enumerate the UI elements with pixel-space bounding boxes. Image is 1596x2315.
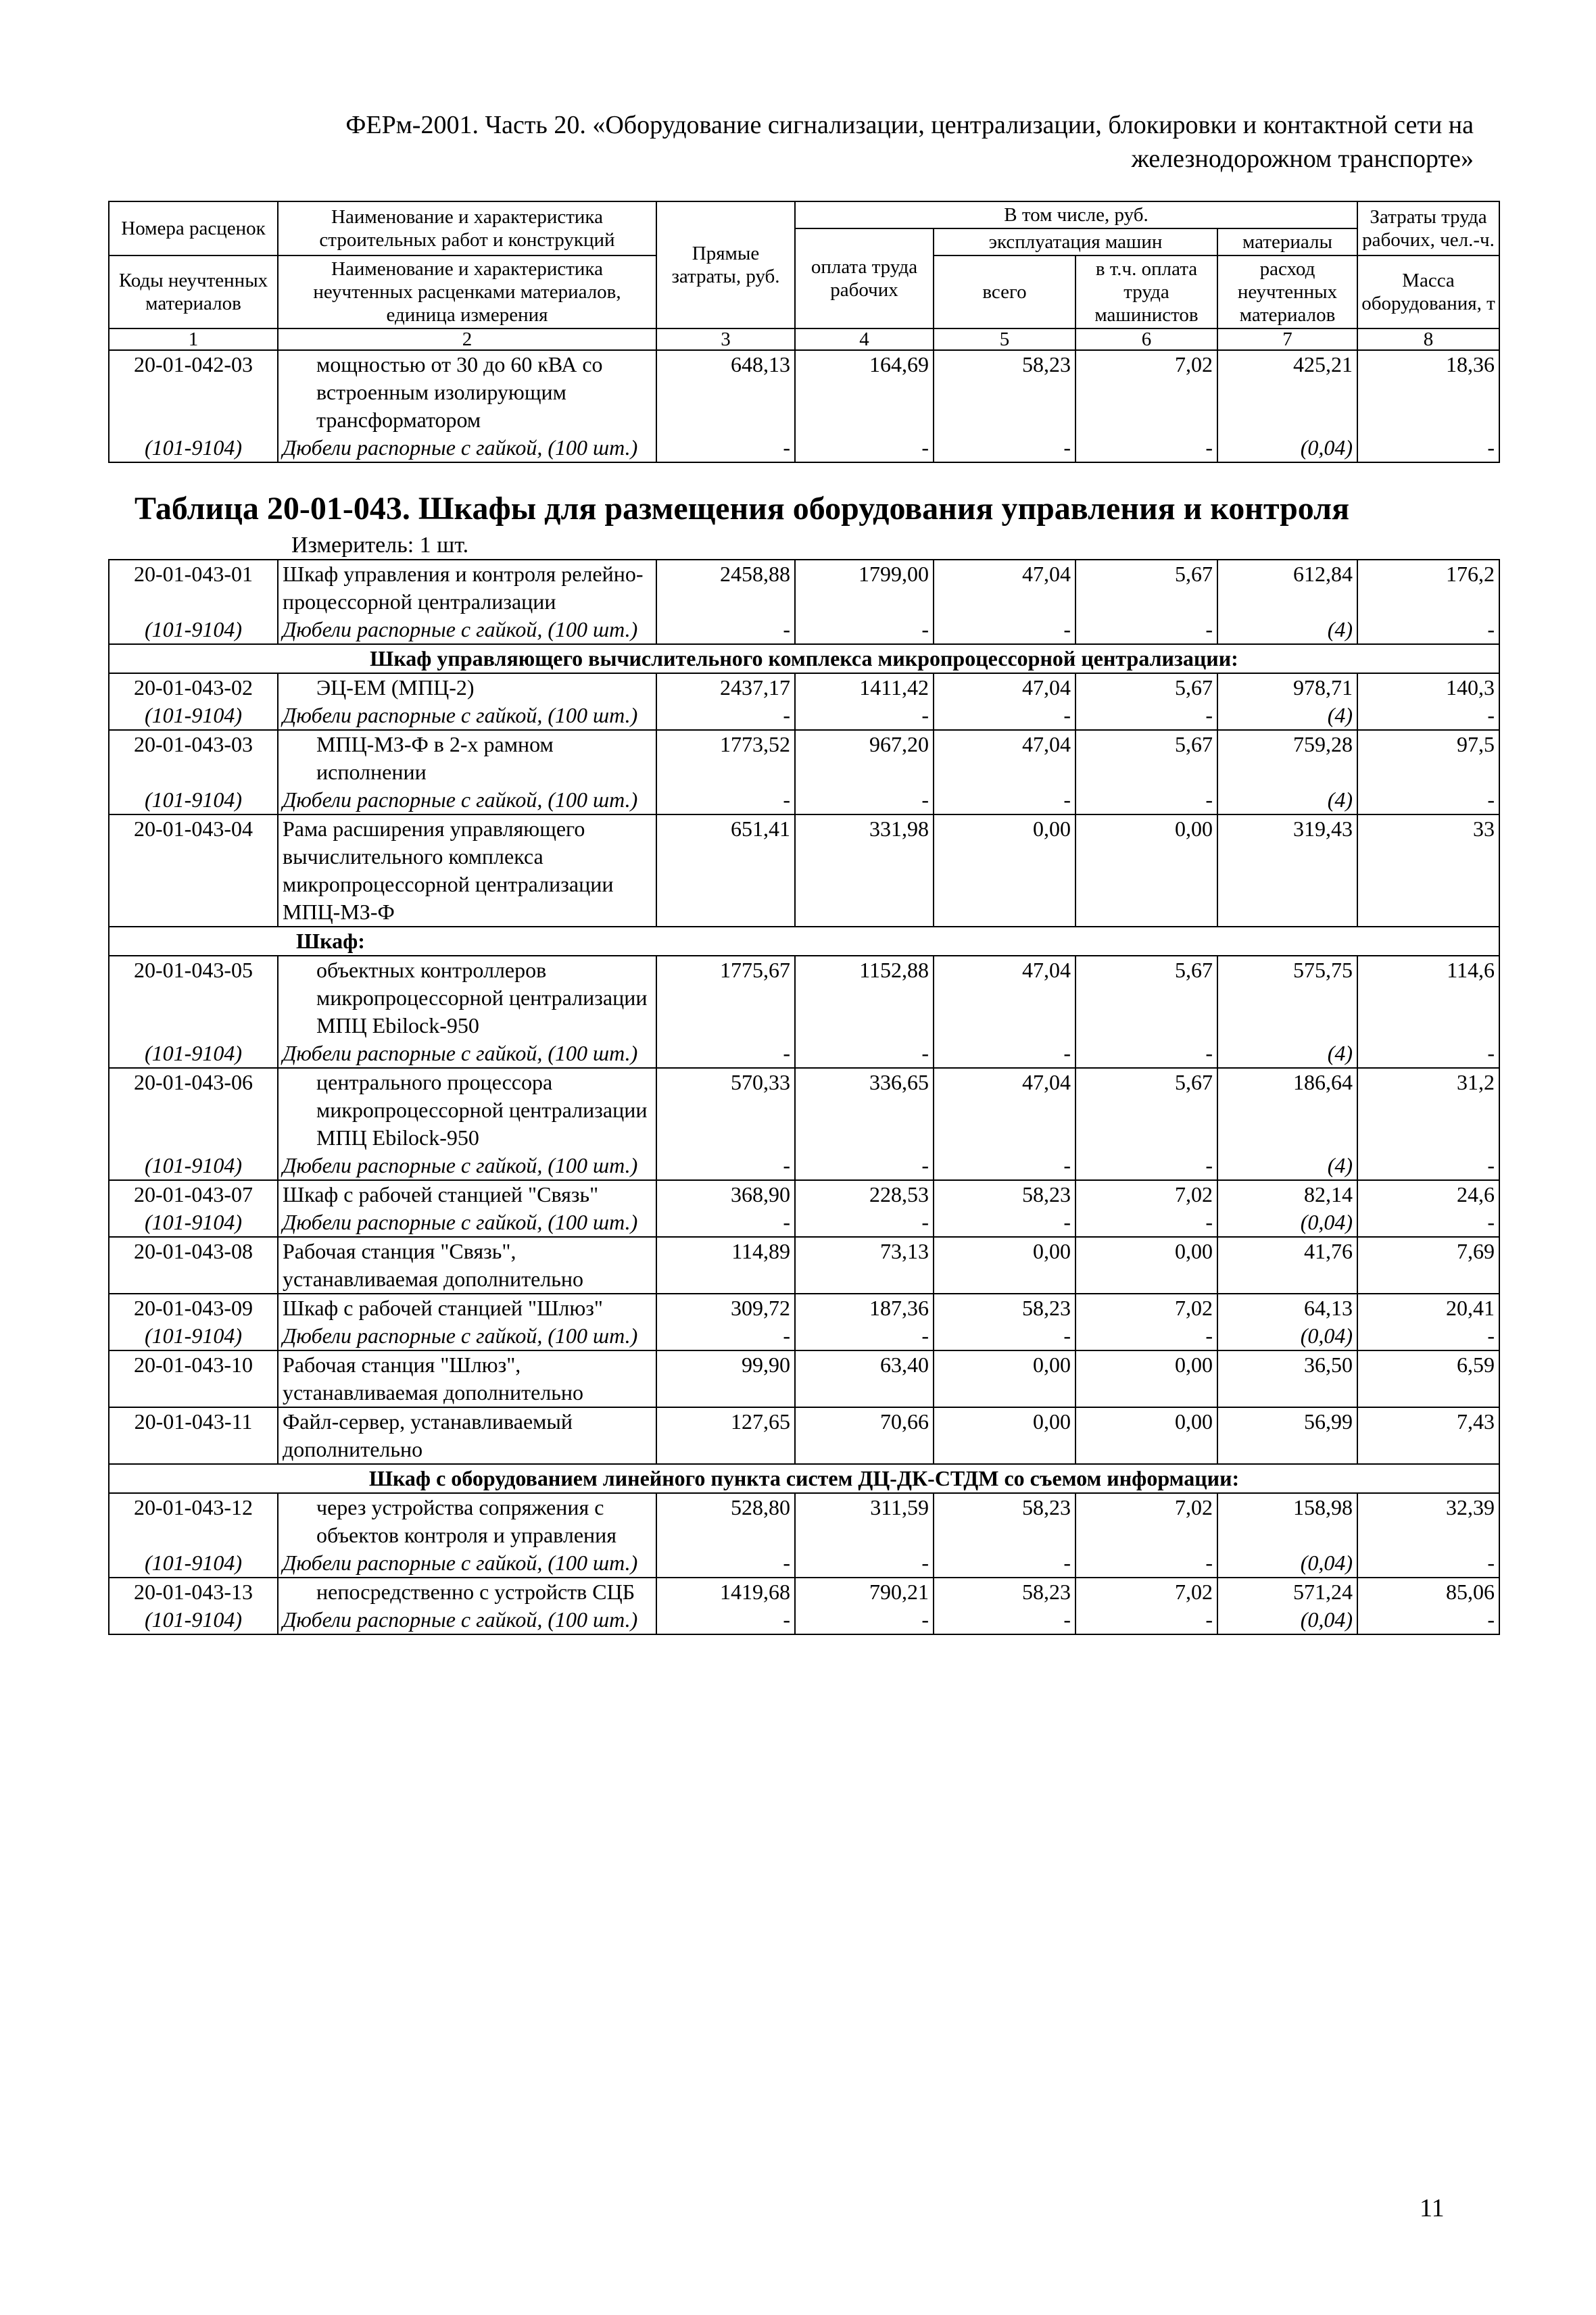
- rate-name: Рабочая станция "Связь", устанавливаемая дополнительно: [278, 1237, 656, 1294]
- material-qty: (4): [1217, 1152, 1357, 1180]
- col-number: 6: [1075, 328, 1217, 350]
- material-qty: (0,04): [1217, 434, 1357, 462]
- rate-name: МПЦ-МЗ-Ф в 2-х рамном исполнении: [278, 730, 656, 786]
- worker-pay: 73,13: [795, 1237, 934, 1294]
- dash: -: [934, 616, 1075, 644]
- dash: -: [934, 1152, 1075, 1180]
- rate-name: через устройства сопряжения с объектов контроля и управления: [278, 1493, 656, 1549]
- materials: 64,13: [1217, 1294, 1357, 1322]
- machinist-pay: 5,67: [1075, 956, 1217, 1040]
- dash: -: [1357, 1040, 1499, 1068]
- dash: -: [656, 434, 795, 462]
- material-qty: (4): [1217, 1040, 1357, 1068]
- machines-total: 58,23: [934, 350, 1075, 434]
- dash: -: [1075, 1322, 1217, 1350]
- dash: -: [795, 1209, 934, 1237]
- material-name: Дюбели распорные с гайкой, (100 шт.): [278, 1152, 656, 1180]
- material-qty: (4): [1217, 786, 1357, 814]
- direct-costs: 570,33: [656, 1068, 795, 1152]
- material-row: [109, 1040, 1499, 1068]
- machines-total: 58,23: [934, 1578, 1075, 1606]
- material-code: (101-9104): [109, 1606, 278, 1634]
- worker-pay: 790,21: [795, 1578, 934, 1606]
- table-row: [109, 1180, 1499, 1209]
- direct-costs: 1775,67: [656, 956, 795, 1040]
- col-direct-costs-header: Прямые затраты, руб.: [656, 201, 795, 328]
- section-heading: Шкаф управляющего вычислительного комплекса микропроцессорной централизации:: [109, 644, 1499, 673]
- labor: 7,69: [1357, 1237, 1499, 1294]
- dash: -: [1075, 1549, 1217, 1578]
- col-number: 2: [278, 328, 656, 350]
- labor: 7,43: [1357, 1407, 1499, 1464]
- header-row-1: [109, 201, 1499, 228]
- material-name: Дюбели распорные с гайкой, (100 шт.): [278, 1549, 656, 1578]
- machinist-pay: 0,00: [1075, 814, 1217, 927]
- machines-total: 58,23: [934, 1294, 1075, 1322]
- dash: -: [656, 1040, 795, 1068]
- machines-total: 0,00: [934, 1407, 1075, 1464]
- header-line-1: ФЕРм-2001. Часть 20. «Оборудование сигнализации, централизации, блокировки и контактной сети на: [345, 111, 1474, 139]
- materials: 612,84: [1217, 560, 1357, 616]
- table-row: [109, 814, 1499, 927]
- dash: -: [795, 1322, 934, 1350]
- col-material-usage-header: расход неучтенных материалов: [1217, 255, 1357, 328]
- col-including-header: В том числе, руб.: [795, 201, 1357, 228]
- machinist-pay: 5,67: [1075, 730, 1217, 786]
- material-name: Дюбели распорные с гайкой, (100 шт.): [278, 1606, 656, 1634]
- col-machines-header: эксплуатация машин: [934, 228, 1217, 255]
- machinist-pay: 0,00: [1075, 1350, 1217, 1407]
- dash: -: [656, 1152, 795, 1180]
- rate-code: 20-01-043-13: [109, 1578, 278, 1606]
- rate-code: 20-01-043-03: [109, 730, 278, 786]
- material-name: Дюбели распорные с гайкой, (100 шт.): [278, 786, 656, 814]
- direct-costs: 99,90: [656, 1350, 795, 1407]
- labor: 85,06: [1357, 1578, 1499, 1606]
- rate-name: мощностью от 30 до 60 кВА со встроенным изолирующим трансформатором: [278, 350, 656, 434]
- labor: 176,2: [1357, 560, 1499, 616]
- machinist-pay: 0,00: [1075, 1407, 1217, 1464]
- materials: 978,71: [1217, 673, 1357, 702]
- col-material-codes-header: Коды неучтенных материалов: [109, 255, 278, 328]
- col-number: 3: [656, 328, 795, 350]
- rates-table: [108, 201, 1500, 1635]
- dash: -: [656, 1209, 795, 1237]
- materials: 425,21: [1217, 350, 1357, 434]
- col-worker-pay-header: оплата труда рабочих: [795, 228, 934, 328]
- labor: 140,3: [1357, 673, 1499, 702]
- col-machines-total-header: всего: [934, 255, 1075, 328]
- machines-total: 47,04: [934, 1068, 1075, 1152]
- machines-total: 47,04: [934, 730, 1075, 786]
- col-machinist-pay-header: в т.ч. оплата труда машинистов: [1075, 255, 1217, 328]
- dash: -: [1075, 1040, 1217, 1068]
- page-number: 11: [1420, 2194, 1445, 2222]
- rate-name: Шкаф с рабочей станцией "Шлюз": [278, 1294, 656, 1322]
- material-row: [109, 616, 1499, 644]
- dash: -: [1357, 1209, 1499, 1237]
- materials: 56,99: [1217, 1407, 1357, 1464]
- rate-code: 20-01-043-07: [109, 1180, 278, 1209]
- material-qty: (4): [1217, 616, 1357, 644]
- material-code: (101-9104): [109, 702, 278, 730]
- dash: -: [1357, 616, 1499, 644]
- col-material-name-header: Наименование и характеристика неучтенных расценками материалов, единица измерения: [278, 255, 656, 328]
- table-row: [109, 560, 1499, 616]
- dash: -: [795, 1152, 934, 1180]
- col-labor-header: Затраты труда рабочих, чел.-ч.: [1357, 201, 1499, 255]
- dash: -: [1357, 786, 1499, 814]
- direct-costs: 2458,88: [656, 560, 795, 616]
- machinist-pay: 5,67: [1075, 560, 1217, 616]
- machines-total: 58,23: [934, 1180, 1075, 1209]
- machinist-pay: 7,02: [1075, 350, 1217, 434]
- materials: 158,98: [1217, 1493, 1357, 1549]
- rate-name: Рабочая станция "Шлюз", устанавливаемая дополнительно: [278, 1350, 656, 1407]
- material-row: [109, 1322, 1499, 1350]
- dash: -: [656, 702, 795, 730]
- material-code: (101-9104): [109, 1040, 278, 1068]
- section-row: [109, 644, 1499, 673]
- table-row: [109, 1068, 1499, 1152]
- worker-pay: 331,98: [795, 814, 934, 927]
- col-number: 8: [1357, 328, 1499, 350]
- dash: -: [934, 786, 1075, 814]
- worker-pay: 967,20: [795, 730, 934, 786]
- col-work-name-header: Наименование и характеристика строительных работ и конструкций: [278, 201, 656, 255]
- labor: 31,2: [1357, 1068, 1499, 1152]
- direct-costs: 114,89: [656, 1237, 795, 1294]
- dash: -: [934, 1209, 1075, 1237]
- dash: -: [656, 616, 795, 644]
- materials: 36,50: [1217, 1350, 1357, 1407]
- worker-pay: 228,53: [795, 1180, 934, 1209]
- material-row: [109, 1209, 1499, 1237]
- rate-name: Файл-сервер, устанавливаемый дополнительно: [278, 1407, 656, 1464]
- machinist-pay: 0,00: [1075, 1237, 1217, 1294]
- table-title: Таблица 20-01-043. Шкафы для размещения оборудования управления и контроля: [135, 491, 1350, 527]
- table-row: [109, 1294, 1499, 1322]
- rate-code: 20-01-043-01: [109, 560, 278, 616]
- materials: 319,43: [1217, 814, 1357, 927]
- table-row: [109, 1578, 1499, 1606]
- worker-pay: 311,59: [795, 1493, 934, 1549]
- table-row: [109, 1407, 1499, 1464]
- dash: -: [934, 702, 1075, 730]
- dash: -: [1075, 1152, 1217, 1180]
- dash: -: [1075, 702, 1217, 730]
- dash: -: [656, 1606, 795, 1634]
- dash: -: [656, 1549, 795, 1578]
- rate-code: 20-01-043-02: [109, 673, 278, 702]
- direct-costs: 368,90: [656, 1180, 795, 1209]
- dash: -: [1357, 1152, 1499, 1180]
- worker-pay: 63,40: [795, 1350, 934, 1407]
- dash: -: [795, 1040, 934, 1068]
- table-row: [109, 730, 1499, 786]
- machines-total: 0,00: [934, 1237, 1075, 1294]
- direct-costs: 1419,68: [656, 1578, 795, 1606]
- materials: 82,14: [1217, 1180, 1357, 1209]
- dash: -: [795, 434, 934, 462]
- rate-code: 20-01-043-08: [109, 1237, 278, 1294]
- table-row: [109, 350, 1499, 434]
- material-row: [109, 702, 1499, 730]
- worker-pay: 1152,88: [795, 956, 934, 1040]
- material-qty: (0,04): [1217, 1549, 1357, 1578]
- rate-code: 20-01-043-09: [109, 1294, 278, 1322]
- materials: 759,28: [1217, 730, 1357, 786]
- material-name: Дюбели распорные с гайкой, (100 шт.): [278, 434, 656, 462]
- labor: 32,39: [1357, 1493, 1499, 1549]
- rate-name: Шкаф управления и контроля релейно-процессорной централизации: [278, 560, 656, 616]
- machines-total: 47,04: [934, 956, 1075, 1040]
- dash: -: [1075, 1606, 1217, 1634]
- material-row: [109, 786, 1499, 814]
- direct-costs: 1773,52: [656, 730, 795, 786]
- dash: -: [1357, 1606, 1499, 1634]
- material-code: (101-9104): [109, 434, 278, 462]
- labor: 18,36: [1357, 350, 1499, 434]
- materials: 186,64: [1217, 1068, 1357, 1152]
- worker-pay: 187,36: [795, 1294, 934, 1322]
- materials: 41,76: [1217, 1237, 1357, 1294]
- rate-name: непосредственно с устройств СЦБ: [278, 1578, 656, 1606]
- direct-costs: 651,41: [656, 814, 795, 927]
- machines-total: 47,04: [934, 560, 1075, 616]
- labor: 97,5: [1357, 730, 1499, 786]
- table-row: [109, 673, 1499, 702]
- machines-total: 0,00: [934, 814, 1075, 927]
- direct-costs: 127,65: [656, 1407, 795, 1464]
- material-row: [109, 1549, 1499, 1578]
- col-materials-header: материалы: [1217, 228, 1357, 255]
- col-number: 5: [934, 328, 1075, 350]
- section-heading: Шкаф:: [109, 927, 1499, 956]
- machines-total: 0,00: [934, 1350, 1075, 1407]
- machinist-pay: 7,02: [1075, 1493, 1217, 1549]
- dash: -: [1357, 1322, 1499, 1350]
- machines-total: 58,23: [934, 1493, 1075, 1549]
- dash: -: [795, 702, 934, 730]
- material-name: Дюбели распорные с гайкой, (100 шт.): [278, 1322, 656, 1350]
- dash: -: [656, 786, 795, 814]
- machinist-pay: 7,02: [1075, 1294, 1217, 1322]
- table-row: [109, 1350, 1499, 1407]
- column-number-row: [109, 328, 1499, 350]
- material-name: Дюбели распорные с гайкой, (100 шт.): [278, 1040, 656, 1068]
- direct-costs: 2437,17: [656, 673, 795, 702]
- section-row: [109, 1464, 1499, 1493]
- worker-pay: 1411,42: [795, 673, 934, 702]
- col-number: 7: [1217, 328, 1357, 350]
- material-qty: (0,04): [1217, 1322, 1357, 1350]
- dash: -: [656, 1322, 795, 1350]
- material-name: Дюбели распорные с гайкой, (100 шт.): [278, 1209, 656, 1237]
- dash: -: [1357, 702, 1499, 730]
- labor: 114,6: [1357, 956, 1499, 1040]
- rate-code: 20-01-043-06: [109, 1068, 278, 1152]
- rate-name: объектных контроллеров микропроцессорной централизации МПЦ Ebilock-950: [278, 956, 656, 1040]
- labor: 20,41: [1357, 1294, 1499, 1322]
- dash: -: [795, 786, 934, 814]
- table-row: [109, 1237, 1499, 1294]
- machinist-pay: 7,02: [1075, 1180, 1217, 1209]
- material-name: Дюбели распорные с гайкой, (100 шт.): [278, 616, 656, 644]
- material-code: (101-9104): [109, 1322, 278, 1350]
- section-row: [109, 927, 1499, 956]
- dash: -: [934, 1549, 1075, 1578]
- worker-pay: 336,65: [795, 1068, 934, 1152]
- material-code: (101-9104): [109, 616, 278, 644]
- table-row: [109, 956, 1499, 1040]
- page-header: [108, 108, 1474, 176]
- rate-code: 20-01-043-10: [109, 1350, 278, 1407]
- direct-costs: 309,72: [656, 1294, 795, 1322]
- dash: -: [934, 1322, 1075, 1350]
- dash: -: [934, 1040, 1075, 1068]
- rate-name: ЭЦ-ЕМ (МПЦ-2): [278, 673, 656, 702]
- materials: 575,75: [1217, 956, 1357, 1040]
- material-code: (101-9104): [109, 786, 278, 814]
- worker-pay: 164,69: [795, 350, 934, 434]
- col-rate-number-header: Номера расценок: [109, 201, 278, 255]
- materials: 571,24: [1217, 1578, 1357, 1606]
- material-row: [109, 434, 1499, 462]
- section-heading: Шкаф с оборудованием линейного пункта систем ДЦ-ДК-СТДМ со съемом информации:: [109, 1464, 1499, 1493]
- dash: -: [1357, 1549, 1499, 1578]
- dash: -: [1075, 1209, 1217, 1237]
- dash: -: [1075, 786, 1217, 814]
- table-unit: Измеритель: 1 шт.: [291, 533, 469, 558]
- machinist-pay: 7,02: [1075, 1578, 1217, 1606]
- rate-code: 20-01-043-04: [109, 814, 278, 927]
- rate-name: Рама расширения управляющего вычислительного комплекса микропроцессорной централизации МПЦ-МЗ-Ф: [278, 814, 656, 927]
- header-line-2: железнодорожном транспорте»: [1131, 145, 1474, 173]
- dash: -: [1357, 434, 1499, 462]
- material-qty: (0,04): [1217, 1606, 1357, 1634]
- dash: -: [795, 1606, 934, 1634]
- rate-name: центрального процессора микропроцессорной централизации МПЦ Ebilock-950: [278, 1068, 656, 1152]
- material-row: [109, 1152, 1499, 1180]
- direct-costs: 528,80: [656, 1493, 795, 1549]
- rate-code: 20-01-043-05: [109, 956, 278, 1040]
- col-number: 1: [109, 328, 278, 350]
- rate-code: 20-01-042-03: [109, 350, 278, 434]
- material-code: (101-9104): [109, 1209, 278, 1237]
- table-row: [109, 1493, 1499, 1549]
- table-title-row: [109, 462, 1499, 560]
- material-row: [109, 1606, 1499, 1634]
- material-name: Дюбели распорные с гайкой, (100 шт.): [278, 702, 656, 730]
- rate-name: Шкаф с рабочей станцией "Связь": [278, 1180, 656, 1209]
- machinist-pay: 5,67: [1075, 1068, 1217, 1152]
- material-qty: (4): [1217, 702, 1357, 730]
- worker-pay: 1799,00: [795, 560, 934, 616]
- col-number: 4: [795, 328, 934, 350]
- dash: -: [795, 616, 934, 644]
- worker-pay: 70,66: [795, 1407, 934, 1464]
- dash: -: [934, 434, 1075, 462]
- dash: -: [795, 1549, 934, 1578]
- material-code: (101-9104): [109, 1549, 278, 1578]
- machinist-pay: 5,67: [1075, 673, 1217, 702]
- labor: 6,59: [1357, 1350, 1499, 1407]
- labor: 24,6: [1357, 1180, 1499, 1209]
- dash: -: [1075, 434, 1217, 462]
- rate-code: 20-01-043-11: [109, 1407, 278, 1464]
- material-qty: (0,04): [1217, 1209, 1357, 1237]
- col-mass-header: Масса оборудования, т: [1357, 255, 1499, 328]
- material-code: (101-9104): [109, 1152, 278, 1180]
- dash: -: [1075, 616, 1217, 644]
- dash: -: [934, 1606, 1075, 1634]
- rate-code: 20-01-043-12: [109, 1493, 278, 1549]
- direct-costs: 648,13: [656, 350, 795, 434]
- machines-total: 47,04: [934, 673, 1075, 702]
- labor: 33: [1357, 814, 1499, 927]
